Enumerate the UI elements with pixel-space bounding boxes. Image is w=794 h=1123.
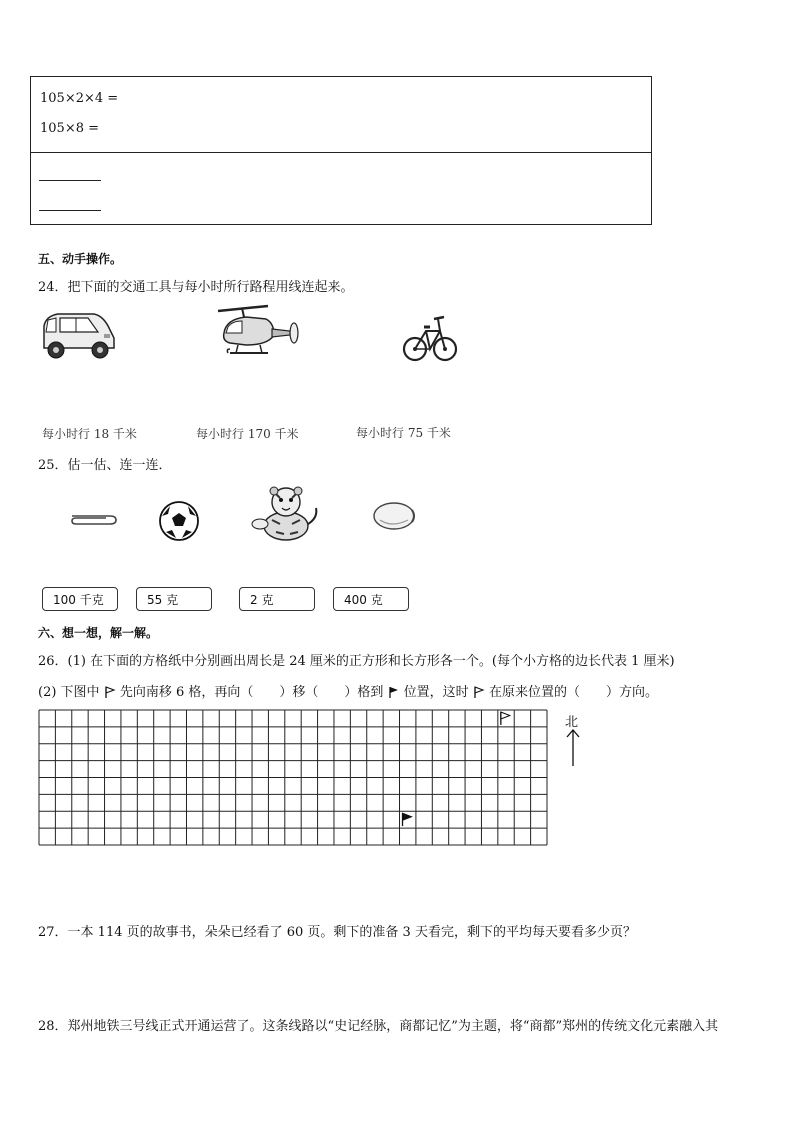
- flag-outline-icon: [104, 686, 116, 698]
- question-26-part-1: 26．(1) 在下面的方格纸中分别画出周长是 24 厘米的正方形和长方形各一个。(每个小方格的边长代表 1 厘米): [38, 654, 675, 669]
- flag-outline-icon: [473, 686, 485, 698]
- weight-option-4-label: 400 克: [344, 593, 383, 607]
- section-5-heading: 五、动手操作。: [38, 252, 123, 266]
- question-26-part-2: [38, 681, 658, 700]
- egg-icon: [372, 500, 418, 532]
- equation-2: 105×8 =: [40, 121, 100, 136]
- north-label: 北: [565, 715, 579, 730]
- weight-option-1[interactable]: [42, 587, 118, 611]
- weight-option-4[interactable]: [333, 587, 409, 611]
- helicopter-icon: [216, 303, 300, 365]
- grid-flag-outline-icon: [501, 712, 510, 725]
- weight-option-1-label: 100 千克: [53, 593, 104, 607]
- calculation-box: [30, 76, 652, 225]
- north-arrow-icon: [566, 728, 580, 768]
- question-28: 28．郑州地铁三号线正式开通运营了。这条线路以“史记经脉，商都记忆”为主题，将“商都”郑州的传统文化元素融入其: [38, 1019, 719, 1034]
- soccer-ball-icon: [158, 500, 200, 542]
- question-27: 27．一本 114 页的故事书，朵朵已经看了 60 页。剩下的准备 3 天看完，剩下的平均每天要看多少页？: [38, 925, 636, 940]
- bicycle-icon: [402, 305, 458, 367]
- equation-1: 105×2×4 =: [40, 91, 119, 106]
- question-24: 24．把下面的交通工具与每小时所行路程用线连起来。: [38, 280, 354, 295]
- flag-filled-icon: [388, 686, 400, 698]
- weight-option-2-label: 55 克: [147, 593, 179, 607]
- question-25: 25．估一估、连一连．: [38, 458, 172, 473]
- car-icon: [38, 308, 118, 360]
- box-divider: [31, 152, 651, 153]
- question-26-part-2-a: (2) 下图中: [38, 685, 100, 700]
- weight-option-3-label: 2 克: [250, 593, 274, 607]
- section-6-heading: 六、想一想，解一解。: [38, 626, 159, 640]
- square-grid[interactable]: [38, 709, 548, 846]
- weight-option-2[interactable]: [136, 587, 212, 611]
- speed-label-1: 每小时行 18 千米: [42, 427, 137, 441]
- weight-option-3[interactable]: [239, 587, 315, 611]
- speed-label-3: 每小时行 75 千米: [356, 426, 451, 440]
- tiger-icon: [246, 484, 322, 542]
- question-26-part-2-c: 位置，这时: [403, 685, 469, 700]
- question-26-part-2-d: 在原来位置的（ ）方向。: [488, 685, 658, 700]
- answer-blank-2[interactable]: [39, 210, 101, 211]
- speed-label-2: 每小时行 170 千米: [196, 427, 299, 441]
- question-26-part-2-b: 先向南移 6 格，再向（ ）移（ ）格到: [119, 685, 384, 700]
- answer-blank-1[interactable]: [39, 180, 101, 181]
- paperclip-icon: [66, 512, 118, 528]
- grid-flag-filled-icon: [403, 813, 412, 826]
